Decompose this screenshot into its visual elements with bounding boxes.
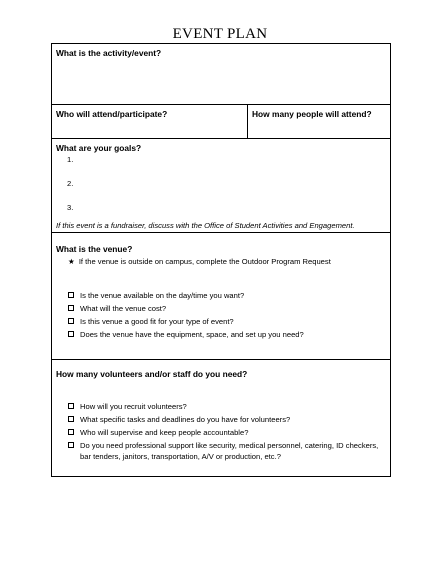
goals-section bbox=[52, 139, 390, 233]
venue-check-label: What will the venue cost? bbox=[80, 304, 167, 313]
volunteer-check-item bbox=[68, 402, 187, 411]
checkbox[interactable] bbox=[68, 305, 74, 311]
attendees-question: Who will attend/participate? bbox=[56, 109, 168, 119]
venue-check-item bbox=[68, 291, 244, 300]
volunteer-check-item bbox=[68, 415, 290, 424]
checkbox[interactable] bbox=[68, 442, 74, 448]
volunteer-check-label: Do you need professional support like security, medical personnel, catering, ID checkers, bbox=[80, 441, 379, 450]
venue-section bbox=[52, 233, 390, 360]
volunteer-check-item bbox=[68, 441, 378, 450]
activity-section bbox=[52, 44, 390, 105]
venue-outdoor-note bbox=[68, 257, 331, 266]
checkbox[interactable] bbox=[68, 416, 74, 422]
venue-check-item bbox=[68, 330, 304, 339]
goal-item-1: 1. bbox=[67, 155, 74, 164]
checkbox[interactable] bbox=[68, 292, 74, 298]
star-icon: ★ bbox=[68, 257, 75, 266]
volunteer-check-label-continued: bar tenders, janitors, transportation, A/V or production, etc.? bbox=[80, 452, 281, 461]
venue-check-label: Does the venue have the equipment, space, and set up you need? bbox=[80, 330, 304, 339]
activity-question: What is the activity/event? bbox=[56, 48, 162, 58]
venue-check-item bbox=[68, 304, 166, 313]
venue-check-item bbox=[68, 317, 234, 326]
venue-outdoor-note-text: If the venue is outside on campus, complete the Outdoor Program Request bbox=[78, 257, 331, 266]
goal-item-2: 2. bbox=[67, 179, 74, 188]
fundraiser-note: If this event is a fundraiser, discuss with the Office of Student Activities and Engagement. bbox=[56, 221, 355, 230]
volunteer-check-label: What specific tasks and deadlines do you have for volunteers? bbox=[80, 415, 291, 424]
checkbox[interactable] bbox=[68, 318, 74, 324]
event-plan-form bbox=[51, 43, 391, 477]
attendee-count-cell bbox=[248, 105, 390, 138]
venue-check-label: Is this venue a good fit for your type of event? bbox=[80, 317, 234, 326]
goals-question: What are your goals? bbox=[56, 143, 142, 153]
attendee-count-question: How many people will attend? bbox=[252, 109, 372, 119]
venue-question: What is the venue? bbox=[56, 244, 133, 254]
attendance-section bbox=[52, 105, 390, 139]
volunteer-check-label: Who will supervise and keep people accountable? bbox=[80, 428, 249, 437]
document-title: EVENT PLAN bbox=[172, 26, 268, 42]
checkbox[interactable] bbox=[68, 429, 74, 435]
checkbox[interactable] bbox=[68, 331, 74, 337]
volunteers-section bbox=[52, 360, 390, 476]
checkbox[interactable] bbox=[68, 403, 74, 409]
venue-check-label: Is the venue available on the day/time you want? bbox=[80, 291, 245, 300]
attendees-cell bbox=[52, 105, 248, 138]
volunteers-question: How many volunteers and/or staff do you need? bbox=[56, 369, 248, 379]
volunteer-check-label: How will you recruit volunteers? bbox=[80, 402, 187, 411]
volunteer-check-item bbox=[68, 428, 248, 437]
goal-item-3: 3. bbox=[67, 203, 74, 212]
